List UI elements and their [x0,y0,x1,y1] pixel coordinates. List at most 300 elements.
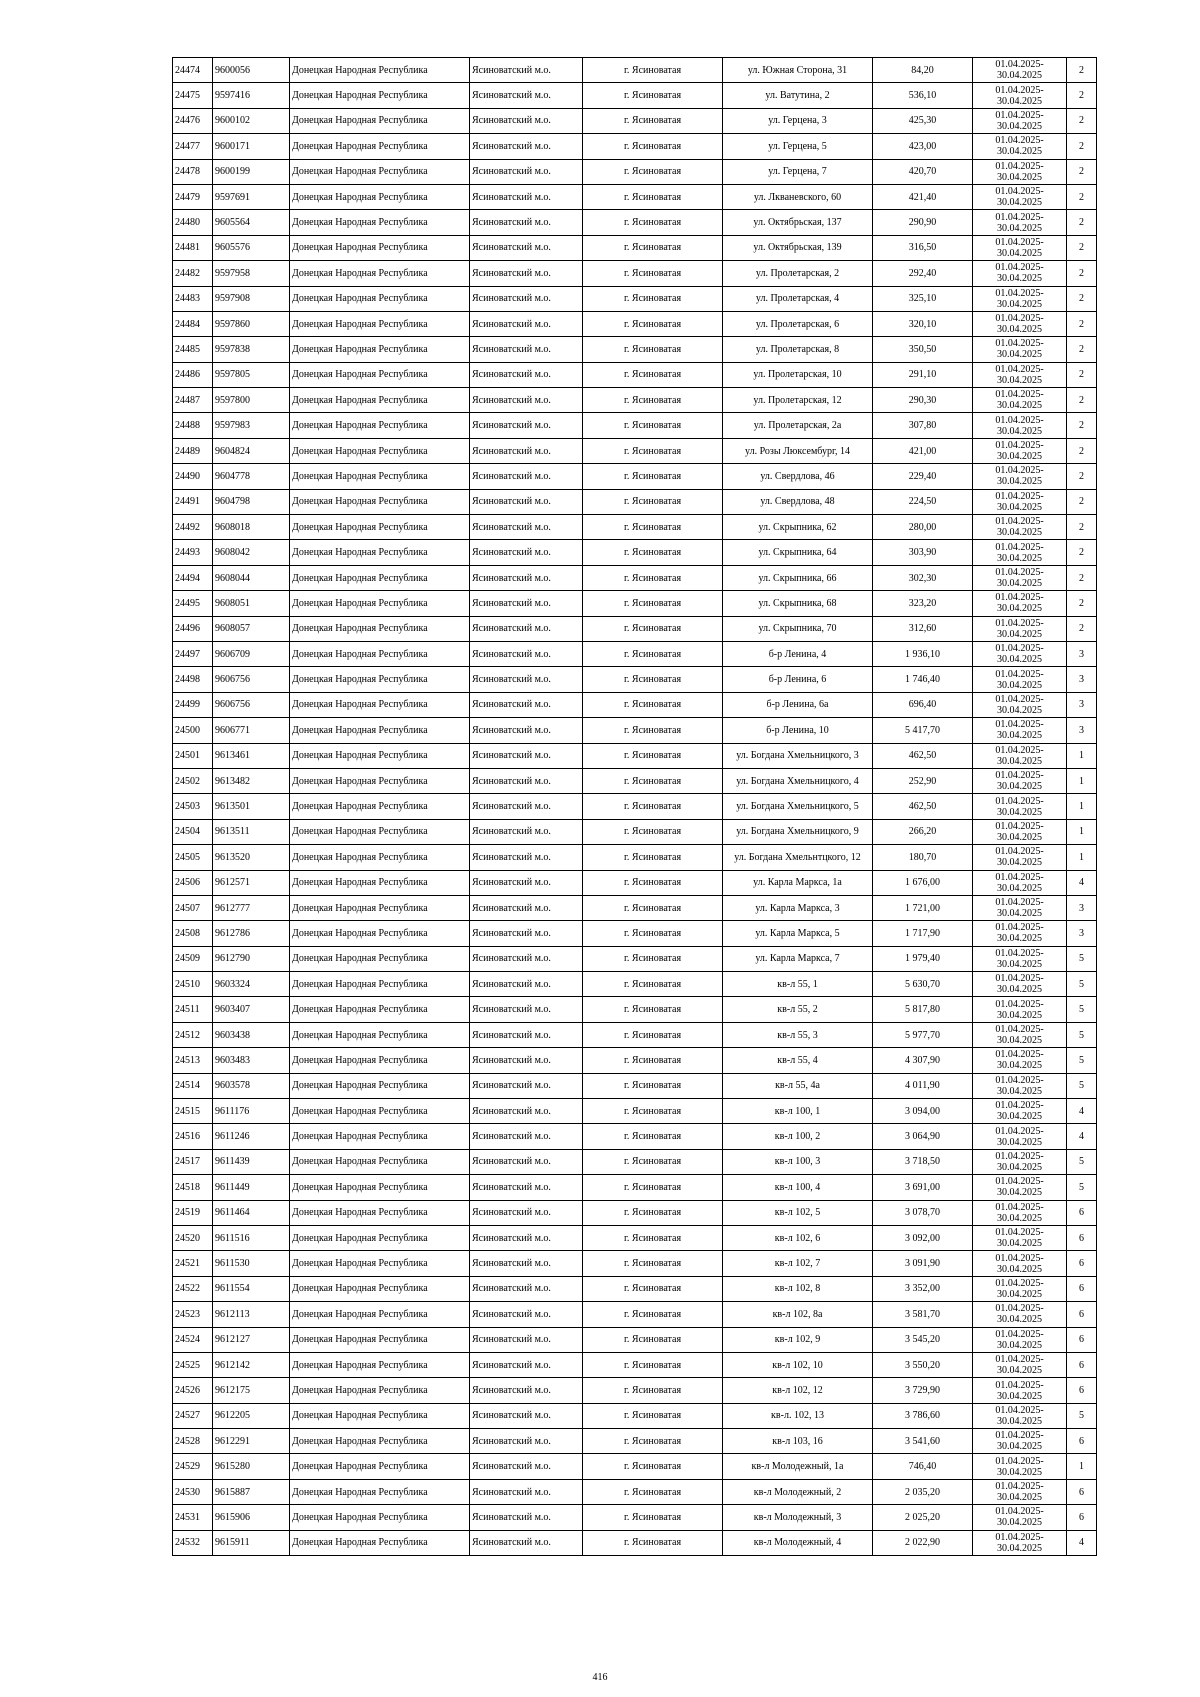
period-start: 01.04.2025- [995,1176,1044,1188]
area-cell: 3 581,70 [873,1302,973,1327]
object-code-cell: 9611176 [213,1099,290,1124]
period-start: 01.04.2025- [995,998,1044,1010]
count-cell: 2 [1067,464,1097,489]
address-cell: б-р Ленина, 10 [723,718,873,743]
period-end: 30.04.2025 [997,146,1042,158]
row-number-cell: 24521 [173,1251,213,1276]
object-code-cell: 9615887 [213,1479,290,1504]
region-cell: Донецкая Народная Республика [290,997,470,1022]
table-row [173,641,1097,666]
municipality-cell: Ясиноватский м.о. [470,1327,583,1352]
address-cell: кв-л 100, 2 [723,1124,873,1149]
region-cell: Донецкая Народная Республика [290,946,470,971]
period-start: 01.04.2025- [995,1100,1044,1112]
address-cell: б-р Ленина, 6а [723,692,873,717]
period-end: 30.04.2025 [997,654,1042,666]
period-end: 30.04.2025 [997,679,1042,691]
period-start: 01.04.2025- [995,389,1044,401]
area-cell: 420,70 [873,159,973,184]
period-start: 01.04.2025- [995,211,1044,223]
period-end: 30.04.2025 [997,1390,1042,1402]
municipality-cell: Ясиноватский м.о. [470,159,583,184]
object-code-cell: 9612777 [213,895,290,920]
period-cell [973,1175,1067,1200]
period-cell [973,1022,1067,1047]
object-code-cell: 9597416 [213,83,290,108]
city-cell: г. Ясиноватая [583,997,723,1022]
city-cell: г. Ясиноватая [583,134,723,159]
row-number-cell: 24516 [173,1124,213,1149]
period-cell [973,337,1067,362]
address-cell: б-р Ленина, 4 [723,641,873,666]
count-cell: 1 [1067,819,1097,844]
period-start: 01.04.2025- [995,795,1044,807]
count-cell: 5 [1067,946,1097,971]
period-start: 01.04.2025- [995,617,1044,629]
object-code-cell: 9597860 [213,311,290,336]
period-end: 30.04.2025 [997,1415,1042,1427]
period-start: 01.04.2025- [995,1024,1044,1036]
region-cell: Донецкая Народная Республика [290,286,470,311]
period-end: 30.04.2025 [997,628,1042,640]
object-code-cell: 9611246 [213,1124,290,1149]
area-cell: 224,50 [873,489,973,514]
object-code-cell: 9613501 [213,794,290,819]
area-cell: 4 011,90 [873,1073,973,1098]
row-number-cell: 24493 [173,540,213,565]
object-code-cell: 9613511 [213,819,290,844]
period-cell [973,134,1067,159]
area-cell: 1 717,90 [873,921,973,946]
row-number-cell: 24524 [173,1327,213,1352]
period-cell [973,1505,1067,1530]
period-start: 01.04.2025- [995,1150,1044,1162]
row-number-cell: 24503 [173,794,213,819]
municipality-cell: Ясиноватский м.о. [470,1149,583,1174]
period-start: 01.04.2025- [995,1481,1044,1493]
address-cell: ул. Карла Маркса, 7 [723,946,873,971]
row-number-cell: 24511 [173,997,213,1022]
object-code-cell: 9603324 [213,972,290,997]
city-cell: г. Ясиноватая [583,1048,723,1073]
period-start: 01.04.2025- [995,693,1044,705]
city-cell: г. Ясиноватая [583,388,723,413]
count-cell: 2 [1067,616,1097,641]
address-cell: кв-л 102, 8 [723,1276,873,1301]
table-row [173,870,1097,895]
address-cell: ул. Пролетарская, 8 [723,337,873,362]
region-cell: Донецкая Народная Республика [290,235,470,260]
city-cell: г. Ясиноватая [583,743,723,768]
area-cell: 84,20 [873,58,973,83]
object-code-cell: 9611439 [213,1149,290,1174]
area-cell: 350,50 [873,337,973,362]
row-number-cell: 24529 [173,1454,213,1479]
count-cell: 2 [1067,108,1097,133]
city-cell: г. Ясиноватая [583,184,723,209]
table-row [173,1124,1097,1149]
period-cell [973,58,1067,83]
area-cell: 292,40 [873,261,973,286]
count-cell: 2 [1067,565,1097,590]
region-cell: Донецкая Народная Республика [290,1403,470,1428]
table-row [173,743,1097,768]
address-cell: кв-л Молодежный, 3 [723,1505,873,1530]
municipality-cell: Ясиноватский м.о. [470,972,583,997]
row-number-cell: 24491 [173,489,213,514]
period-start: 01.04.2025- [995,160,1044,172]
region-cell: Донецкая Народная Республика [290,58,470,83]
count-cell: 6 [1067,1251,1097,1276]
region-cell: Донецкая Народная Республика [290,540,470,565]
municipality-cell: Ясиноватский м.о. [470,1454,583,1479]
region-cell: Донецкая Народная Республика [290,1022,470,1047]
area-cell: 536,10 [873,83,973,108]
area-cell: 462,50 [873,743,973,768]
table-row [173,718,1097,743]
row-number-cell: 24489 [173,438,213,463]
period-end: 30.04.2025 [997,1060,1042,1072]
area-cell: 280,00 [873,515,973,540]
region-cell: Донецкая Народная Республика [290,1099,470,1124]
region-cell: Донецкая Народная Республика [290,1175,470,1200]
row-number-cell: 24515 [173,1099,213,1124]
region-cell: Донецкая Народная Республика [290,1276,470,1301]
address-cell: ул. Лкваневского, 60 [723,184,873,209]
count-cell: 2 [1067,413,1097,438]
table-row [173,1327,1097,1352]
row-number-cell: 24500 [173,718,213,743]
area-cell: 3 092,00 [873,1225,973,1250]
object-code-cell: 9603438 [213,1022,290,1047]
object-code-cell: 9606771 [213,718,290,743]
municipality-cell: Ясиноватский м.о. [470,565,583,590]
municipality-cell: Ясиноватский м.о. [470,1302,583,1327]
address-cell: ул. Розы Люксембург, 14 [723,438,873,463]
object-code-cell: 9600102 [213,108,290,133]
municipality-cell: Ясиноватский м.о. [470,1225,583,1250]
table-row [173,1530,1097,1555]
area-cell: 421,40 [873,184,973,209]
object-code-cell: 9608018 [213,515,290,540]
area-cell: 180,70 [873,845,973,870]
period-end: 30.04.2025 [997,247,1042,259]
region-cell: Донецкая Народная Республика [290,743,470,768]
row-number-cell: 24517 [173,1149,213,1174]
count-cell: 2 [1067,235,1097,260]
municipality-cell: Ясиноватский м.о. [470,870,583,895]
row-number-cell: 24474 [173,58,213,83]
address-cell: кв-л 55, 4а [723,1073,873,1098]
area-cell: 2 022,90 [873,1530,973,1555]
row-number-cell: 24504 [173,819,213,844]
count-cell: 1 [1067,1454,1097,1479]
table-row [173,616,1097,641]
period-cell [973,768,1067,793]
period-end: 30.04.2025 [997,273,1042,285]
period-start: 01.04.2025- [995,668,1044,680]
period-end: 30.04.2025 [997,1212,1042,1224]
object-code-cell: 9612205 [213,1403,290,1428]
count-cell: 3 [1067,667,1097,692]
period-end: 30.04.2025 [997,374,1042,386]
municipality-cell: Ясиноватский м.о. [470,1048,583,1073]
address-cell: ул. Южная Сторона, 31 [723,58,873,83]
city-cell: г. Ясиноватая [583,1022,723,1047]
object-code-cell: 9597958 [213,261,290,286]
row-number-cell: 24478 [173,159,213,184]
municipality-cell: Ясиноватский м.о. [470,1276,583,1301]
period-start: 01.04.2025- [995,897,1044,909]
period-cell [973,1454,1067,1479]
municipality-cell: Ясиноватский м.о. [470,413,583,438]
table-row [173,1352,1097,1377]
region-cell: Донецкая Народная Республика [290,972,470,997]
area-cell: 3 091,90 [873,1251,973,1276]
city-cell: г. Ясиноватая [583,1175,723,1200]
period-end: 30.04.2025 [997,1466,1042,1478]
period-cell [973,641,1067,666]
municipality-cell: Ясиноватский м.о. [470,184,583,209]
period-start: 01.04.2025- [995,973,1044,985]
period-start: 01.04.2025- [995,236,1044,248]
address-cell: кв-л Молодежный, 1а [723,1454,873,1479]
address-cell: ул. Богдана Хмельницкого, 5 [723,794,873,819]
municipality-cell: Ясиноватский м.о. [470,464,583,489]
table-row [173,1403,1097,1428]
count-cell: 6 [1067,1327,1097,1352]
address-cell: ул. Пролетарская, 6 [723,311,873,336]
city-cell: г. Ясиноватая [583,489,723,514]
area-cell: 266,20 [873,819,973,844]
row-number-cell: 24497 [173,641,213,666]
object-code-cell: 9613482 [213,768,290,793]
period-end: 30.04.2025 [997,1441,1042,1453]
period-cell [973,1327,1067,1352]
period-end: 30.04.2025 [997,400,1042,412]
period-end: 30.04.2025 [997,1035,1042,1047]
address-cell: кв-л Молодежный, 4 [723,1530,873,1555]
row-number-cell: 24498 [173,667,213,692]
municipality-cell: Ясиноватский м.о. [470,362,583,387]
municipality-cell: Ясиноватский м.о. [470,58,583,83]
count-cell: 5 [1067,1073,1097,1098]
address-cell: кв-л 100, 1 [723,1099,873,1124]
row-number-cell: 24510 [173,972,213,997]
table-row [173,337,1097,362]
period-start: 01.04.2025- [995,1049,1044,1061]
table-row [173,1022,1097,1047]
object-code-cell: 9608057 [213,616,290,641]
region-cell: Донецкая Народная Республика [290,362,470,387]
municipality-cell: Ясиноватский м.о. [470,1479,583,1504]
region-cell: Донецкая Народная Республика [290,591,470,616]
address-cell: ул. Богдана Хмельницкого, 3 [723,743,873,768]
address-cell: кв-л 102, 9 [723,1327,873,1352]
period-start: 01.04.2025- [995,947,1044,959]
period-end: 30.04.2025 [997,857,1042,869]
municipality-cell: Ясиноватский м.о. [470,540,583,565]
count-cell: 2 [1067,83,1097,108]
municipality-cell: Ясиноватский м.о. [470,1378,583,1403]
period-cell [973,591,1067,616]
count-cell: 4 [1067,1124,1097,1149]
period-end: 30.04.2025 [997,171,1042,183]
row-number-cell: 24505 [173,845,213,870]
address-cell: кв-л 55, 4 [723,1048,873,1073]
address-cell: кв-л 100, 3 [723,1149,873,1174]
area-cell: 307,80 [873,413,973,438]
area-cell: 1 746,40 [873,667,973,692]
municipality-cell: Ясиноватский м.о. [470,286,583,311]
city-cell: г. Ясиноватая [583,1073,723,1098]
count-cell: 2 [1067,159,1097,184]
table-body [173,58,1097,1556]
area-cell: 3 541,60 [873,1429,973,1454]
period-start: 01.04.2025- [995,186,1044,198]
table-row [173,768,1097,793]
area-cell: 1 979,40 [873,946,973,971]
period-end: 30.04.2025 [997,552,1042,564]
row-number-cell: 24531 [173,1505,213,1530]
region-cell: Донецкая Народная Республика [290,921,470,946]
count-cell: 2 [1067,362,1097,387]
municipality-cell: Ясиноватский м.о. [470,692,583,717]
period-start: 01.04.2025- [995,287,1044,299]
period-start: 01.04.2025- [995,516,1044,528]
area-cell: 290,90 [873,210,973,235]
area-cell: 3 545,20 [873,1327,973,1352]
period-end: 30.04.2025 [997,984,1042,996]
row-number-cell: 24481 [173,235,213,260]
row-number-cell: 24476 [173,108,213,133]
area-cell: 696,40 [873,692,973,717]
count-cell: 2 [1067,286,1097,311]
object-code-cell: 9613520 [213,845,290,870]
table-row [173,464,1097,489]
period-cell [973,1276,1067,1301]
region-cell: Донецкая Народная Республика [290,184,470,209]
object-code-cell: 9612786 [213,921,290,946]
period-cell [973,159,1067,184]
area-cell: 291,10 [873,362,973,387]
table-row [173,1251,1097,1276]
municipality-cell: Ясиноватский м.о. [470,667,583,692]
area-cell: 290,30 [873,388,973,413]
object-code-cell: 9604778 [213,464,290,489]
period-start: 01.04.2025- [995,1125,1044,1137]
address-cell: кв-л 102, 10 [723,1352,873,1377]
city-cell: г. Ясиноватая [583,718,723,743]
count-cell: 1 [1067,768,1097,793]
period-cell [973,184,1067,209]
address-cell: ул. Пролетарская, 2а [723,413,873,438]
period-start: 01.04.2025- [995,1430,1044,1442]
period-cell [973,362,1067,387]
city-cell: г. Ясиноватая [583,692,723,717]
table-row [173,591,1097,616]
city-cell: г. Ясиноватая [583,1099,723,1124]
city-cell: г. Ясиноватая [583,1454,723,1479]
address-cell: ул. Герцена, 3 [723,108,873,133]
object-code-cell: 9597691 [213,184,290,209]
period-end: 30.04.2025 [997,222,1042,234]
count-cell: 5 [1067,997,1097,1022]
city-cell: г. Ясиноватая [583,1403,723,1428]
period-start: 01.04.2025- [995,465,1044,477]
table-row [173,184,1097,209]
address-cell: ул. Свердлова, 46 [723,464,873,489]
region-cell: Донецкая Народная Республика [290,1479,470,1504]
municipality-cell: Ясиноватский м.о. [470,388,583,413]
city-cell: г. Ясиноватая [583,1276,723,1301]
row-number-cell: 24532 [173,1530,213,1555]
municipality-cell: Ясиноватский м.о. [470,1124,583,1149]
address-cell: кв-л 102, 6 [723,1225,873,1250]
region-cell: Донецкая Народная Республика [290,83,470,108]
period-start: 01.04.2025- [995,567,1044,578]
area-cell: 3 064,90 [873,1124,973,1149]
count-cell: 6 [1067,1276,1097,1301]
row-number-cell: 24488 [173,413,213,438]
address-cell: ул. Карла Маркса, 1а [723,870,873,895]
period-start: 01.04.2025- [995,719,1044,731]
period-end: 30.04.2025 [997,730,1042,742]
period-end: 30.04.2025 [997,298,1042,310]
area-cell: 252,90 [873,768,973,793]
region-cell: Донецкая Народная Республика [290,1454,470,1479]
region-cell: Донецкая Народная Республика [290,1225,470,1250]
address-cell: ул. Богдана Хмельнтцкого, 12 [723,845,873,870]
region-cell: Донецкая Народная Республика [290,845,470,870]
count-cell: 6 [1067,1505,1097,1530]
period-start: 01.04.2025- [995,1277,1044,1289]
period-end: 30.04.2025 [997,476,1042,488]
period-start: 01.04.2025- [995,820,1044,832]
table-row [173,540,1097,565]
city-cell: г. Ясиноватая [583,895,723,920]
address-cell: ул. Пролетарская, 4 [723,286,873,311]
row-number-cell: 24492 [173,515,213,540]
table-row [173,1073,1097,1098]
count-cell: 6 [1067,1200,1097,1225]
row-number-cell: 24485 [173,337,213,362]
table-row [173,1276,1097,1301]
city-cell: г. Ясиноватая [583,464,723,489]
object-code-cell: 9612175 [213,1378,290,1403]
region-cell: Донецкая Народная Республика [290,641,470,666]
area-cell: 2 025,20 [873,1505,973,1530]
period-cell [973,464,1067,489]
period-start: 01.04.2025- [995,490,1044,502]
region-cell: Донецкая Народная Республика [290,895,470,920]
city-cell: г. Ясиноватая [583,1302,723,1327]
object-code-cell: 9597838 [213,337,290,362]
period-cell [973,819,1067,844]
period-start: 01.04.2025- [995,313,1044,325]
period-cell [973,718,1067,743]
row-number-cell: 24495 [173,591,213,616]
area-cell: 320,10 [873,311,973,336]
region-cell: Донецкая Народная Республика [290,210,470,235]
object-code-cell: 9605564 [213,210,290,235]
period-cell [973,1479,1067,1504]
period-end: 30.04.2025 [997,781,1042,793]
object-code-cell: 9606756 [213,692,290,717]
count-cell: 4 [1067,1099,1097,1124]
period-start: 01.04.2025- [995,922,1044,934]
period-cell [973,1149,1067,1174]
